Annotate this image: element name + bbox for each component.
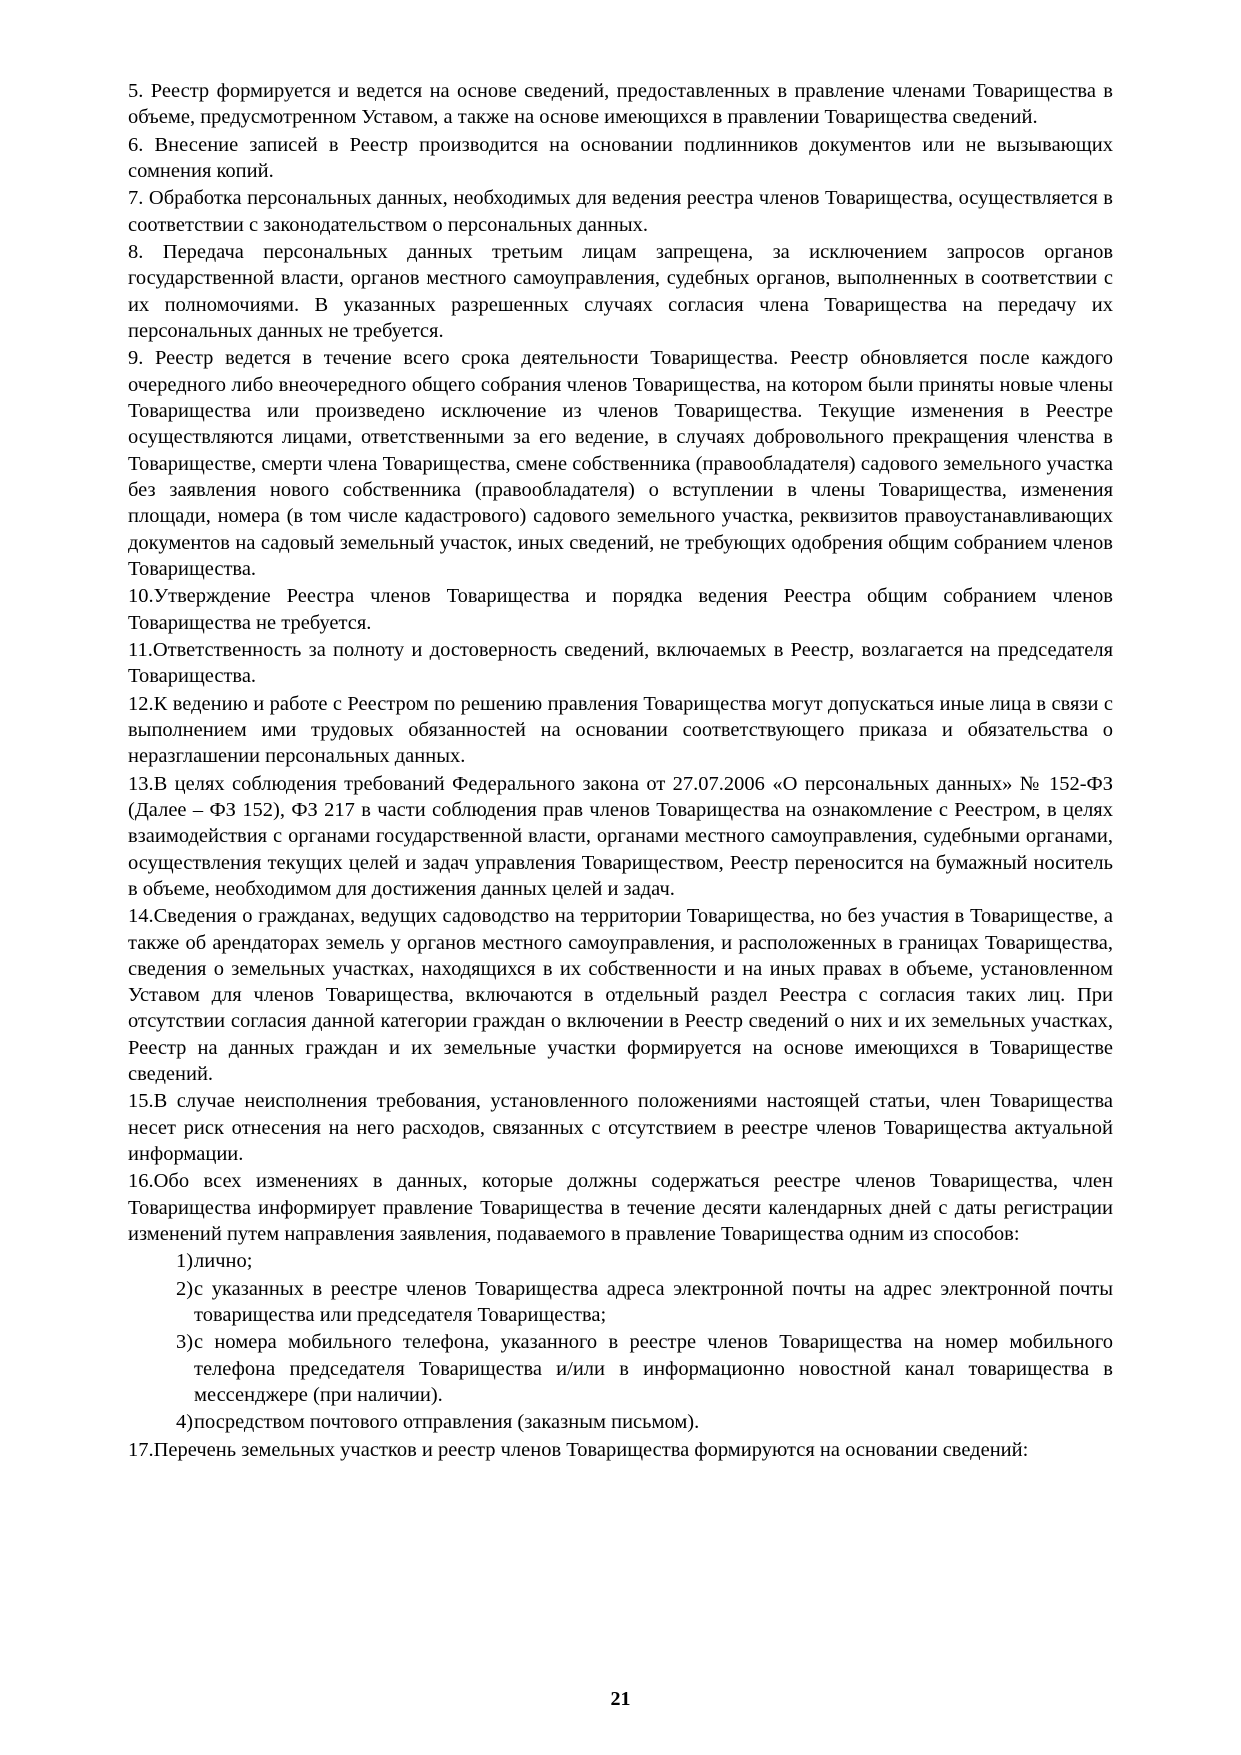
- page-number: 21: [610, 1688, 631, 1710]
- list-item-marker: 4): [176, 1411, 194, 1434]
- paragraph-5: 5. Реестр формируется и ведется на основе сведений, предоставленных в правление членами Товарищества в объеме, предусмотренном Уставом, а также на основе имеющихся в правлении Товарищества сведений.: [128, 80, 1113, 129]
- paragraph-12: 12.К ведению и работе с Реестром по решению правления Товарищества могут допускаться иные лица в связи с выполнением ими трудовых обязанностей на основании соответствующего приказа и обязательства о неразглашении персональных данных.: [128, 692, 1113, 768]
- paragraph-14: 14.Сведения о гражданах, ведущих садоводство на территории Товарищества, но без участия в Товариществе, а также об арендаторах земель у органов местного самоуправления, и расположенных в границах Товарищества, сведения о земельных участках, находящихся в их собственности и на иных правах в объеме, установленном Уставом для членов Товарищества, включаются в отдельный раздел Реестра с согласия таких лиц. При отсутствии согласия данной категории граждан о включении в Реестр сведений о них и их земельных участках, Реестр на данных граждан и их земельные участки формируется на основе имеющихся в Товариществе сведений.: [128, 905, 1113, 1086]
- bottom-spacer: [128, 1464, 1113, 1632]
- list-item: [128, 1248, 1113, 1274]
- paragraph-15: 15.В случае неисполнения требования, установленного положениями настоящей статьи, член Товарищества несет риск отнесения на него расходов, связанных с отсутствием в реестре членов Товарищества актуальной информации.: [128, 1090, 1113, 1166]
- list-item: [128, 1276, 1113, 1329]
- document-body: [128, 78, 1113, 1632]
- paragraph-10: 10.Утверждение Реестра членов Товарищества и порядка ведения Реестра общим собранием членов Товарищества не требуется.: [128, 585, 1113, 634]
- list-item-marker: 1): [176, 1250, 194, 1273]
- paragraph-13: 13.В целях соблюдения требований Федерального закона от 27.07.2006 «О персональных данных» № 152-ФЗ (Далее – ФЗ 152), ФЗ 217 в части соблюдения прав членов Товарищества на ознакомление с Реестром, в целях взаимодействия с органами государственной власти, органами местного самоуправления, судебными органами, осуществления текущих целей и задач управления Товариществом, Реестр переносится на бумажный носитель в объеме, необходимом для достижения данных целей и задач.: [128, 772, 1113, 900]
- paragraph-9: 9. Реестр ведется в течение всего срока деятельности Товарищества. Реестр обновляется после каждого очередного либо внеочередного общего собрания членов Товарищества, на котором были приняты новые члены Товарищества или произведено исключение из членов Товарищества. Текущие изменения в Реестре осуществляются лицами, ответственными за его ведение, в случаях добровольного прекращения членства в Товариществе, смерти члена Товарищества, смене собственника (правообладателя) садового земельного участка без заявления нового собственника (правообладателя) о вступлении в члены Товарищества, изменения площади, номера (в том числе кадастрового) садового земельного участка, реквизитов правоустанавливающих документов на садовый земельный участок, иных сведений, не требующих одобрения общим собранием членов Товарищества.: [128, 347, 1113, 580]
- sub-item-list: [128, 1248, 1113, 1435]
- list-item-text: с номера мобильного телефона, указанного в реестре членов Товарищества на номер мобильного телефона председателя Товарищества и/или в информационно новостной канал товарищества в мессенджере (при наличии).: [194, 1331, 1113, 1407]
- paragraph-17: 17.Перечень земельных участков и реестр членов Товарищества формируются на основании сведений:: [128, 1438, 1029, 1461]
- list-item: [128, 1329, 1113, 1408]
- list-item-text: лично;: [194, 1250, 253, 1273]
- paragraph-16: 16.Обо всех изменениях в данных, которые должны содержаться реестре членов Товарищества, член Товарищества информирует правление Товарищества в течение десяти календарных дней с даты регистрации изменений путем направления заявления, подаваемого в правление Товарищества одним из способов:: [128, 1170, 1113, 1246]
- paragraph-11: 11.Ответственность за полноту и достоверность сведений, включаемых в Реестр, возлагается на председателя Товарищества.: [128, 638, 1113, 688]
- list-item-text: с указанных в реестре членов Товарищества адреса электронной почты на адрес электронной почты товарищества или председателя Товарищества;: [194, 1277, 1113, 1327]
- paragraph-6: 6. Внесение записей в Реестр производится на основании подлинников документов или не вызывающих сомнения копий.: [128, 133, 1113, 182]
- paragraph-7: 7. Обработка персональных данных, необходимых для ведения реестра членов Товарищества, осуществляется в соответствии с законодательством о персональных данных.: [128, 187, 1113, 236]
- list-item-marker: 3): [176, 1331, 194, 1354]
- list-item-text: посредством почтового отправления (заказным письмом).: [194, 1411, 700, 1434]
- list-item-marker: 2): [176, 1277, 194, 1300]
- list-item: [128, 1409, 1113, 1435]
- paragraph-8: 8. Передача персональных данных третьим лицам запрещена, за исключением запросов органов государственной власти, органов местного самоуправления, судебных органов, выполненных в соответствии с их полномочиями. В указанных разрешенных случаях согласия члена Товарищества на передачу их персональных данных не требуется.: [128, 240, 1113, 342]
